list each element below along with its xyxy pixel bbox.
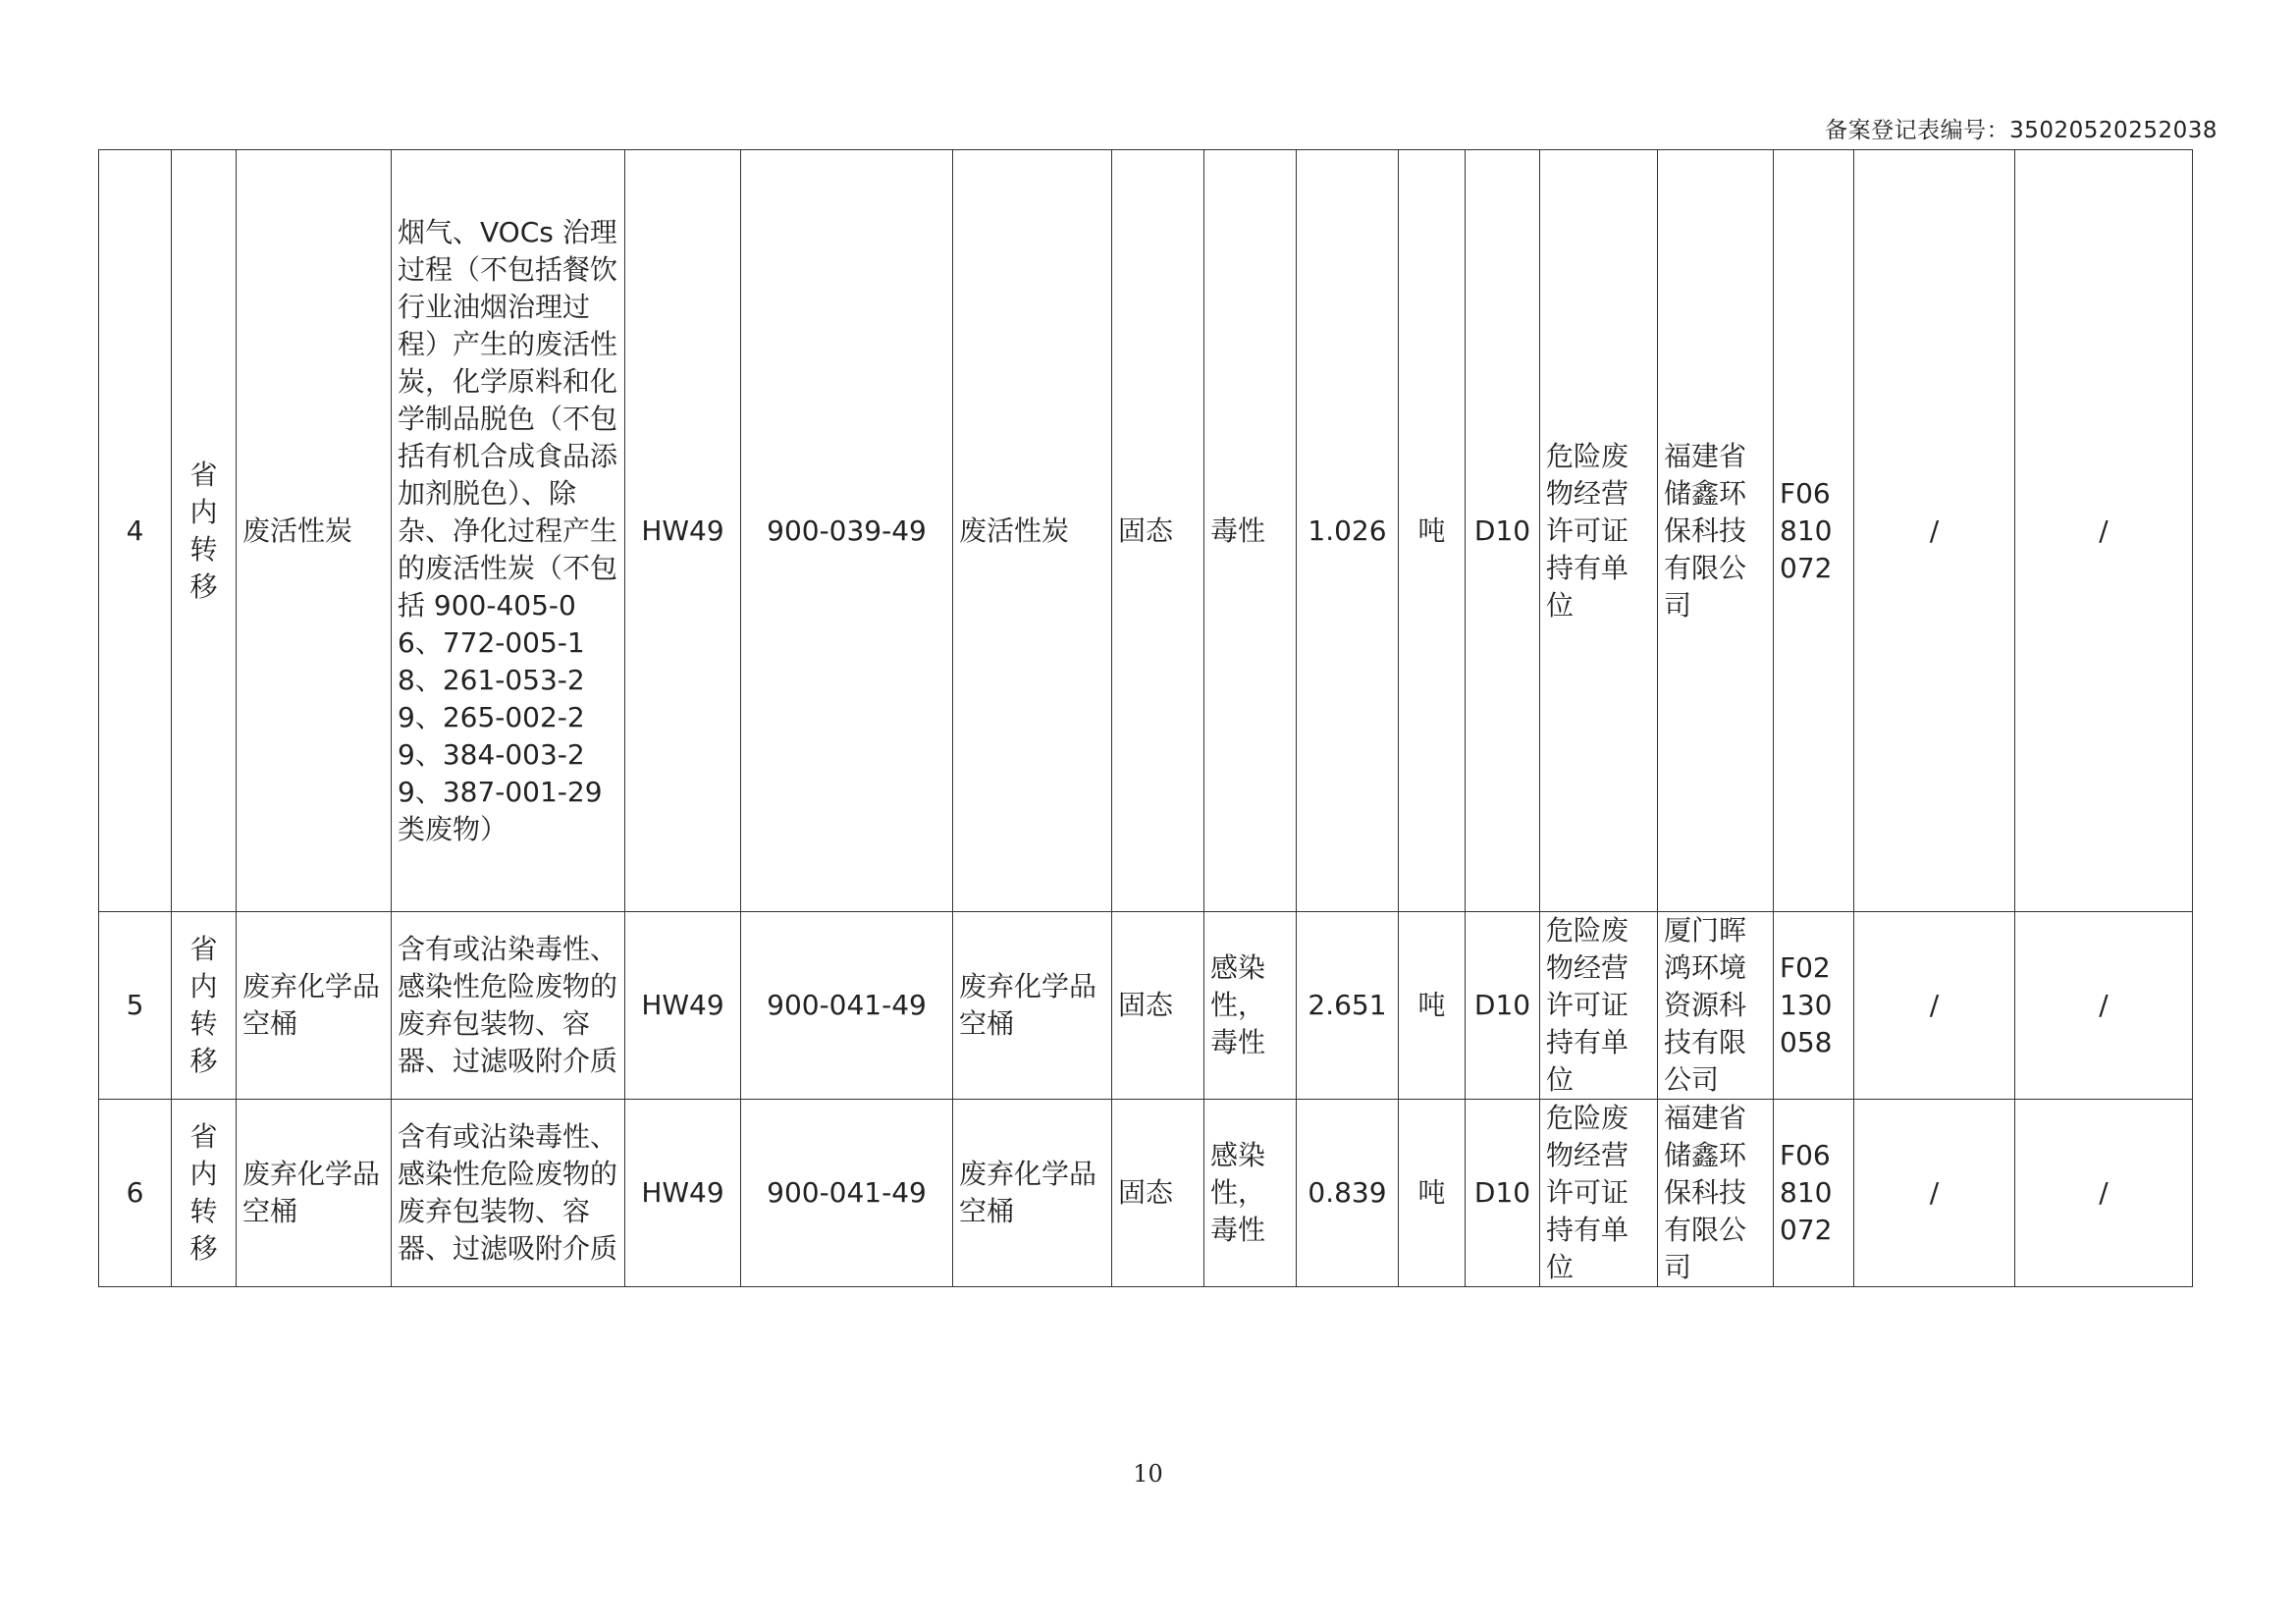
- hazardous-waste-table: [98, 149, 2193, 1287]
- row-index: 5: [99, 912, 172, 1100]
- unit: 吨: [1399, 912, 1466, 1100]
- source-description: 含有或沾染毒性、感染性危险废物的废弃包装物、容器、过滤吸附介质: [392, 912, 625, 1100]
- physical-form: 固态: [1112, 1100, 1204, 1287]
- extra-col-2: /: [2015, 150, 2193, 912]
- waste-category: HW49: [625, 150, 741, 912]
- row-index: 4: [99, 150, 172, 912]
- page-number: 10: [1133, 1460, 1163, 1488]
- waste-code: 900-041-49: [741, 912, 953, 1100]
- receiver-name: 厦门晖鸿环境资源科技有限公司: [1658, 912, 1774, 1100]
- waste-code: 900-041-49: [741, 1100, 953, 1287]
- unit: 吨: [1399, 1100, 1466, 1287]
- hazard-property: 毒性: [1204, 150, 1297, 912]
- source-description: 含有或沾染毒性、感染性危险废物的废弃包装物、容器、过滤吸附介质: [392, 1100, 625, 1287]
- row-index: 6: [99, 1100, 172, 1287]
- disposal-code: D10: [1466, 150, 1540, 912]
- hazard-property: 感染性，毒性: [1204, 1100, 1297, 1287]
- quantity: 2.651: [1297, 912, 1399, 1100]
- quantity: 0.839: [1297, 1100, 1399, 1287]
- disposal-code: D10: [1466, 1100, 1540, 1287]
- receiver-name: 福建省储鑫环保科技有限公司: [1658, 1100, 1774, 1287]
- extra-col-1: /: [1854, 1100, 2015, 1287]
- extra-col-1: /: [1854, 150, 2015, 912]
- waste-category: HW49: [625, 1100, 741, 1287]
- table-row: [99, 1100, 2193, 1287]
- transfer-type: 省内转移: [172, 150, 237, 912]
- physical-form: 固态: [1112, 912, 1204, 1100]
- unit: 吨: [1399, 150, 1466, 912]
- receiver-name: 福建省储鑫环保科技有限公司: [1658, 150, 1774, 912]
- transfer-type: 省内转移: [172, 912, 237, 1100]
- waste-name: 废弃化学品空桶: [237, 1100, 392, 1287]
- physical-form: 固态: [1112, 150, 1204, 912]
- hazard-property: 感染性，毒性: [1204, 912, 1297, 1100]
- harmful-component: 废活性炭: [953, 150, 1112, 912]
- receiver-type: 危险废物经营许可证持有单位: [1540, 912, 1658, 1100]
- disposal-code: D10: [1466, 912, 1540, 1100]
- transfer-type: 省内转移: [172, 1100, 237, 1287]
- record-number: 备案登记表编号：35020520252038: [1825, 118, 2217, 143]
- source-description: 烟气、VOCs 治理过程（不包括餐饮行业油烟治理过程）产生的废活性炭，化学原料和化学制品脱色（不包括有机合成食品添加剂脱色）、除杂、净化过程产生的废活性炭（不包括 900-405-06、772-005-18、261-053-29、265-002-29、384-003-29、387-001-29 类废物）: [392, 150, 625, 912]
- quantity: 1.026: [1297, 150, 1399, 912]
- license-number: F06810072: [1774, 150, 1854, 912]
- table-row: [99, 150, 2193, 912]
- waste-code: 900-039-49: [741, 150, 953, 912]
- extra-col-2: /: [2015, 1100, 2193, 1287]
- receiver-type: 危险废物经营许可证持有单位: [1540, 150, 1658, 912]
- table-row: [99, 912, 2193, 1100]
- waste-category: HW49: [625, 912, 741, 1100]
- extra-col-1: /: [1854, 912, 2015, 1100]
- license-number: F06810072: [1774, 1100, 1854, 1287]
- harmful-component: 废弃化学品空桶: [953, 1100, 1112, 1287]
- receiver-type: 危险废物经营许可证持有单位: [1540, 1100, 1658, 1287]
- license-number: F02130058: [1774, 912, 1854, 1100]
- waste-name: 废弃化学品空桶: [237, 912, 392, 1100]
- harmful-component: 废弃化学品空桶: [953, 912, 1112, 1100]
- extra-col-2: /: [2015, 912, 2193, 1100]
- waste-name: 废活性炭: [237, 150, 392, 912]
